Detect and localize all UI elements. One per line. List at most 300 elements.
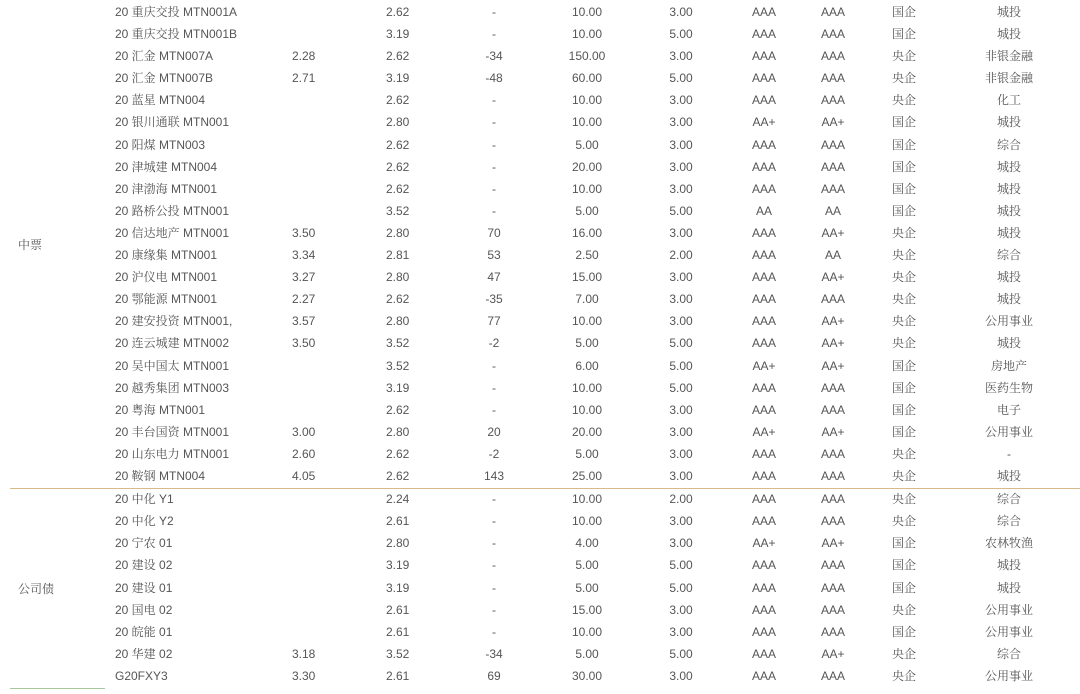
table-row — [0, 288, 1080, 310]
ownership-cell: 央企 — [891, 71, 917, 86]
term-cell: 3.00 — [669, 225, 693, 240]
benchmark-cell: 2.62 — [386, 292, 410, 307]
issuer-rating-cell: AAA — [820, 380, 846, 395]
spread-cell: - — [492, 358, 496, 373]
amount-cell: 10.00 — [571, 402, 603, 417]
spread-cell: 143 — [483, 468, 505, 483]
industry-cell: 农林牧渔 — [984, 536, 1034, 551]
industry-cell: 城投 — [996, 115, 1022, 130]
issuer-rating-cell: AAA — [820, 624, 846, 639]
spread-cell: - — [492, 5, 496, 19]
industry-cell: 城投 — [996, 336, 1022, 351]
bond-rating-cell: AAA — [751, 49, 777, 64]
amount-cell: 15.00 — [571, 270, 603, 285]
spread-cell: 70 — [487, 225, 501, 240]
table-row — [0, 665, 1080, 687]
amount-cell: 16.00 — [571, 225, 603, 240]
spread-cell: - — [492, 402, 496, 417]
bond-name-cell: 20 津渤海 MTN001 — [115, 181, 218, 196]
term-cell: 3.00 — [669, 668, 693, 683]
industry-cell: 城投 — [996, 580, 1022, 595]
spread-cell: - — [492, 536, 496, 551]
section-label: 公司债 — [18, 581, 55, 596]
bond-name-cell: 20 康缘集 MTN001 — [115, 248, 218, 263]
amount-cell: 10.00 — [571, 380, 603, 395]
ownership-cell: 国企 — [891, 624, 917, 639]
term-cell: 3.00 — [669, 115, 693, 130]
amount-cell: 10.00 — [571, 115, 603, 130]
issuer-rating-cell: AA+ — [821, 115, 845, 130]
term-cell: 5.00 — [669, 358, 693, 373]
coupon-cell: 3.50 — [292, 336, 316, 351]
bond-name-cell: 20 华建 02 — [115, 646, 173, 661]
industry-cell: 非银金融 — [984, 49, 1034, 64]
ownership-cell: 国企 — [891, 402, 917, 417]
coupon-cell: 2.71 — [292, 71, 316, 86]
benchmark-cell: 3.19 — [386, 580, 410, 595]
ownership-cell: 央企 — [891, 602, 917, 617]
bond-name-cell: 20 建设 02 — [115, 558, 173, 573]
industry-cell: 城投 — [996, 27, 1022, 42]
issuer-rating-cell: AAA — [820, 159, 846, 174]
spread-cell: - — [492, 580, 496, 595]
spread-cell: 47 — [487, 270, 501, 285]
table-row — [0, 377, 1080, 399]
industry-cell: 公用事业 — [984, 668, 1034, 683]
bond-rating-cell: AAA — [751, 5, 777, 19]
bond-name-cell: 20 皖能 01 — [115, 624, 173, 639]
issuer-rating-cell: AA — [824, 203, 842, 218]
table-row — [0, 45, 1080, 67]
bond-rating-cell: AAA — [751, 668, 777, 683]
spread-cell: - — [492, 492, 496, 507]
ownership-cell: 国企 — [891, 27, 917, 42]
amount-cell: 20.00 — [571, 159, 603, 174]
industry-cell: 城投 — [996, 270, 1022, 285]
bond-rating-cell: AA+ — [752, 536, 776, 551]
bond-rating-cell: AAA — [751, 514, 777, 529]
ownership-cell: 央企 — [891, 314, 917, 329]
table-row — [0, 488, 1080, 510]
table-row — [0, 67, 1080, 89]
ownership-cell: 国企 — [891, 159, 917, 174]
table-section — [0, 1, 1080, 487]
table-row — [0, 134, 1080, 156]
issuer-rating-cell: AA+ — [821, 358, 845, 373]
bond-name-cell: 20 蓝星 MTN004 — [115, 93, 206, 108]
ownership-cell: 央企 — [891, 292, 917, 307]
ownership-cell: 国企 — [891, 5, 917, 19]
table-row — [0, 310, 1080, 332]
term-cell: 5.00 — [669, 71, 693, 86]
amount-cell: 10.00 — [571, 181, 603, 196]
term-cell: 5.00 — [669, 336, 693, 351]
spread-cell: -34 — [485, 49, 503, 64]
bond-name-cell: 20 路桥公投 MTN001 — [115, 203, 230, 218]
bond-rating-cell: AAA — [751, 71, 777, 86]
amount-cell: 7.00 — [575, 292, 599, 307]
bond-name-cell: 20 丰台国资 MTN001 — [115, 424, 230, 439]
table-row — [0, 178, 1080, 200]
benchmark-cell: 2.62 — [386, 468, 410, 483]
industry-cell: 城投 — [996, 558, 1022, 573]
bond-name-cell: 20 建设 01 — [115, 580, 173, 595]
industry-cell: 非银金融 — [984, 71, 1034, 86]
industry-cell: 城投 — [996, 292, 1022, 307]
section-divider — [10, 688, 105, 689]
industry-cell: 综合 — [996, 248, 1022, 263]
bond-name-cell: 20 建安投资 MTN001, — [115, 314, 233, 329]
bond-name-cell: 20 重庆交投 MTN001B — [115, 27, 238, 42]
term-cell: 3.00 — [669, 159, 693, 174]
bond-rating-cell: AAA — [751, 137, 777, 152]
industry-cell: 城投 — [996, 225, 1022, 240]
bond-rating-cell: AAA — [751, 270, 777, 285]
table-row — [0, 532, 1080, 554]
amount-cell: 60.00 — [571, 71, 603, 86]
benchmark-cell: 2.62 — [386, 159, 410, 174]
bond-rating-cell: AA+ — [752, 424, 776, 439]
ownership-cell: 央企 — [891, 646, 917, 661]
amount-cell: 10.00 — [571, 624, 603, 639]
amount-cell: 15.00 — [571, 602, 603, 617]
table-row — [0, 332, 1080, 354]
benchmark-cell: 2.61 — [386, 602, 410, 617]
ownership-cell: 央企 — [891, 514, 917, 529]
term-cell: 3.00 — [669, 137, 693, 152]
table-row — [0, 355, 1080, 377]
industry-cell: - — [1007, 446, 1011, 461]
ownership-cell: 央企 — [891, 248, 917, 263]
table-row — [0, 599, 1080, 621]
amount-cell: 20.00 — [571, 424, 603, 439]
benchmark-cell: 3.19 — [386, 558, 410, 573]
coupon-cell: 3.30 — [292, 668, 316, 683]
term-cell: 2.00 — [669, 248, 693, 263]
bond-name-cell: 20 阳煤 MTN003 — [115, 137, 206, 152]
ownership-cell: 央企 — [891, 468, 917, 483]
spread-cell: 53 — [487, 248, 501, 263]
benchmark-cell: 2.61 — [386, 624, 410, 639]
term-cell: 3.00 — [669, 181, 693, 196]
bond-rating-cell: AAA — [751, 181, 777, 196]
industry-cell: 城投 — [996, 5, 1022, 19]
issuer-rating-cell: AA+ — [821, 536, 845, 551]
benchmark-cell: 2.80 — [386, 314, 410, 329]
term-cell: 3.00 — [669, 5, 693, 19]
bond-name-cell: 20 津城建 MTN004 — [115, 159, 218, 174]
benchmark-cell: 2.80 — [386, 424, 410, 439]
benchmark-cell: 2.80 — [386, 115, 410, 130]
issuer-rating-cell: AA+ — [821, 314, 845, 329]
term-cell: 3.00 — [669, 468, 693, 483]
bond-rating-cell: AAA — [751, 646, 777, 661]
ownership-cell: 国企 — [891, 115, 917, 130]
amount-cell: 5.00 — [575, 137, 599, 152]
ownership-cell: 央企 — [891, 446, 917, 461]
ownership-cell: 央企 — [891, 49, 917, 64]
benchmark-cell: 3.52 — [386, 358, 410, 373]
table-row — [0, 399, 1080, 421]
amount-cell: 5.00 — [575, 580, 599, 595]
term-cell: 3.00 — [669, 292, 693, 307]
issuer-rating-cell: AAA — [820, 181, 846, 196]
ownership-cell: 央企 — [891, 668, 917, 683]
bond-name-cell: 20 中化 Y1 — [115, 492, 174, 507]
amount-cell: 150.00 — [568, 49, 606, 64]
issuer-rating-cell: AAA — [820, 137, 846, 152]
bond-name-cell: 20 山东电力 MTN001 — [115, 446, 230, 461]
bond-name-cell: 20 粤海 MTN001 — [115, 402, 206, 417]
bond-rating-cell: AA — [755, 203, 773, 218]
issuer-rating-cell: AA+ — [821, 270, 845, 285]
coupon-cell: 2.60 — [292, 446, 316, 461]
spread-cell: 69 — [487, 668, 501, 683]
bond-name-cell: 20 吴中国太 MTN001 — [115, 358, 230, 373]
bond-rating-cell: AAA — [751, 468, 777, 483]
issuer-rating-cell: AAA — [820, 492, 846, 507]
bond-rating-cell: AA+ — [752, 358, 776, 373]
issuer-rating-cell: AA+ — [821, 225, 845, 240]
ownership-cell: 央企 — [891, 492, 917, 507]
benchmark-cell: 2.62 — [386, 93, 410, 108]
coupon-cell: 3.27 — [292, 270, 316, 285]
bond-rating-cell: AAA — [751, 248, 777, 263]
benchmark-cell: 2.62 — [386, 402, 410, 417]
ownership-cell: 国企 — [891, 536, 917, 551]
amount-cell: 10.00 — [571, 27, 603, 42]
bond-rating-cell: AAA — [751, 492, 777, 507]
bond-name-cell: 20 中化 Y2 — [115, 514, 174, 529]
industry-cell: 公用事业 — [984, 602, 1034, 617]
table-row — [0, 222, 1080, 244]
term-cell: 5.00 — [669, 203, 693, 218]
coupon-cell: 4.05 — [292, 468, 316, 483]
bond-name-cell: 20 汇金 MTN007A — [115, 49, 214, 64]
benchmark-cell: 2.61 — [386, 514, 410, 529]
benchmark-cell: 2.62 — [386, 446, 410, 461]
industry-cell: 综合 — [996, 646, 1022, 661]
amount-cell: 30.00 — [571, 668, 603, 683]
ownership-cell: 央企 — [891, 225, 917, 240]
spread-cell: - — [492, 93, 496, 108]
term-cell: 5.00 — [669, 580, 693, 595]
bond-name-cell: 20 宁农 01 — [115, 536, 173, 551]
spread-cell: - — [492, 181, 496, 196]
benchmark-cell: 3.19 — [386, 27, 410, 42]
table-row — [0, 510, 1080, 532]
table-row — [0, 89, 1080, 111]
issuer-rating-cell: AAA — [820, 446, 846, 461]
benchmark-cell: 2.62 — [386, 181, 410, 196]
industry-cell: 城投 — [996, 181, 1022, 196]
bond-name-cell: 20 国电 02 — [115, 602, 173, 617]
amount-cell: 5.00 — [575, 336, 599, 351]
spread-cell: -2 — [488, 336, 500, 351]
amount-cell: 5.00 — [575, 558, 599, 573]
term-cell: 5.00 — [669, 646, 693, 661]
industry-cell: 综合 — [996, 137, 1022, 152]
term-cell: 5.00 — [669, 27, 693, 42]
issuer-rating-cell: AAA — [820, 5, 846, 19]
coupon-cell: 3.57 — [292, 314, 316, 329]
table-row — [0, 1, 1080, 23]
ownership-cell: 国企 — [891, 580, 917, 595]
spread-cell: -35 — [485, 292, 503, 307]
amount-cell: 10.00 — [571, 514, 603, 529]
spread-cell: - — [492, 203, 496, 218]
bond-rating-cell: AAA — [751, 292, 777, 307]
amount-cell: 10.00 — [571, 93, 603, 108]
issuer-rating-cell: AAA — [820, 514, 846, 529]
term-cell: 5.00 — [669, 380, 693, 395]
benchmark-cell: 3.52 — [386, 203, 410, 218]
bond-rating-cell: AAA — [751, 336, 777, 351]
table-row — [0, 23, 1080, 45]
industry-cell: 电子 — [996, 402, 1022, 417]
bond-name-cell: 20 连云城建 MTN002 — [115, 336, 230, 351]
issuer-rating-cell: AAA — [820, 292, 846, 307]
term-cell: 2.00 — [669, 492, 693, 507]
term-cell: 3.00 — [669, 314, 693, 329]
ownership-cell: 国企 — [891, 380, 917, 395]
bond-rating-cell: AAA — [751, 602, 777, 617]
spread-cell: - — [492, 159, 496, 174]
bond-name-cell: 20 沪仪电 MTN001 — [115, 270, 218, 285]
amount-cell: 10.00 — [571, 5, 603, 19]
bond-name-cell: 20 鄂能源 MTN001 — [115, 292, 218, 307]
industry-cell: 综合 — [996, 514, 1022, 529]
table-row — [0, 443, 1080, 465]
ownership-cell: 国企 — [891, 203, 917, 218]
table-row — [0, 577, 1080, 599]
spread-cell: - — [492, 115, 496, 130]
amount-cell: 2.50 — [575, 248, 599, 263]
industry-cell: 城投 — [996, 203, 1022, 218]
ownership-cell: 国企 — [891, 358, 917, 373]
benchmark-cell: 2.62 — [386, 49, 410, 64]
bond-rating-cell: AAA — [751, 93, 777, 108]
amount-cell: 5.00 — [575, 646, 599, 661]
benchmark-cell: 3.19 — [386, 380, 410, 395]
bond-rating-cell: AAA — [751, 558, 777, 573]
coupon-cell: 2.28 — [292, 49, 316, 64]
industry-cell: 城投 — [996, 159, 1022, 174]
amount-cell: 6.00 — [575, 358, 599, 373]
table-row — [0, 266, 1080, 288]
table-row — [0, 465, 1080, 487]
bond-name-cell: G20FXY3 — [115, 668, 168, 683]
term-cell: 3.00 — [669, 514, 693, 529]
table-row — [0, 554, 1080, 576]
term-cell: 3.00 — [669, 270, 693, 285]
issuer-rating-cell: AAA — [820, 558, 846, 573]
spread-cell: -34 — [485, 646, 503, 661]
amount-cell: 10.00 — [571, 492, 603, 507]
term-cell: 3.00 — [669, 624, 693, 639]
industry-cell: 综合 — [996, 492, 1022, 507]
table-row — [0, 643, 1080, 665]
spread-cell: - — [492, 558, 496, 573]
spread-cell: - — [492, 514, 496, 529]
spread-cell: - — [492, 602, 496, 617]
issuer-rating-cell: AAA — [820, 602, 846, 617]
industry-cell: 医药生物 — [984, 380, 1034, 395]
table-row — [0, 621, 1080, 643]
ownership-cell: 央企 — [891, 270, 917, 285]
bond-rating-cell: AAA — [751, 380, 777, 395]
bond-rating-cell: AAA — [751, 225, 777, 240]
bond-rating-cell: AAA — [751, 402, 777, 417]
amount-cell: 5.00 — [575, 203, 599, 218]
ownership-cell: 央企 — [891, 93, 917, 108]
spread-cell: 77 — [487, 314, 501, 329]
term-cell: 5.00 — [669, 558, 693, 573]
bond-rating-cell: AAA — [751, 314, 777, 329]
table-row — [0, 156, 1080, 178]
term-cell: 3.00 — [669, 446, 693, 461]
ownership-cell: 央企 — [891, 336, 917, 351]
bond-rating-cell: AAA — [751, 580, 777, 595]
benchmark-cell: 2.81 — [386, 248, 410, 263]
ownership-cell: 国企 — [891, 558, 917, 573]
table-row — [0, 200, 1080, 222]
benchmark-cell: 3.52 — [386, 336, 410, 351]
coupon-cell: 3.50 — [292, 225, 316, 240]
table-row — [0, 244, 1080, 266]
term-cell: 3.00 — [669, 536, 693, 551]
ownership-cell: 国企 — [891, 424, 917, 439]
table-section — [0, 488, 1080, 687]
benchmark-cell: 2.61 — [386, 668, 410, 683]
benchmark-cell: 2.80 — [386, 270, 410, 285]
spread-cell: - — [492, 624, 496, 639]
amount-cell: 4.00 — [575, 536, 599, 551]
spread-cell: - — [492, 380, 496, 395]
bond-rating-cell: AA+ — [752, 115, 776, 130]
issuer-rating-cell: AA+ — [821, 336, 845, 351]
table-row — [0, 421, 1080, 443]
issuer-rating-cell: AAA — [820, 402, 846, 417]
table-row — [0, 111, 1080, 133]
amount-cell: 10.00 — [571, 314, 603, 329]
benchmark-cell: 3.19 — [386, 71, 410, 86]
spread-cell: - — [492, 137, 496, 152]
coupon-cell: 2.27 — [292, 292, 316, 307]
issuer-rating-cell: AA+ — [821, 646, 845, 661]
issuer-rating-cell: AA — [824, 248, 842, 263]
coupon-cell: 3.00 — [292, 424, 316, 439]
benchmark-cell: 2.80 — [386, 225, 410, 240]
issuer-rating-cell: AAA — [820, 468, 846, 483]
issuer-rating-cell: AAA — [820, 49, 846, 64]
ownership-cell: 国企 — [891, 137, 917, 152]
term-cell: 3.00 — [669, 49, 693, 64]
bond-name-cell: 20 汇金 MTN007B — [115, 71, 214, 86]
amount-cell: 5.00 — [575, 446, 599, 461]
issuer-rating-cell: AA+ — [821, 424, 845, 439]
term-cell: 3.00 — [669, 424, 693, 439]
bond-name-cell: 20 越秀集团 MTN003 — [115, 380, 230, 395]
benchmark-cell: 2.62 — [386, 5, 410, 19]
industry-cell: 城投 — [996, 468, 1022, 483]
ownership-cell: 国企 — [891, 181, 917, 196]
industry-cell: 公用事业 — [984, 424, 1034, 439]
spread-cell: -2 — [488, 446, 500, 461]
bond-rating-cell: AAA — [751, 27, 777, 42]
bond-name-cell: 20 银川通联 MTN001 — [115, 115, 230, 130]
benchmark-cell: 2.80 — [386, 536, 410, 551]
